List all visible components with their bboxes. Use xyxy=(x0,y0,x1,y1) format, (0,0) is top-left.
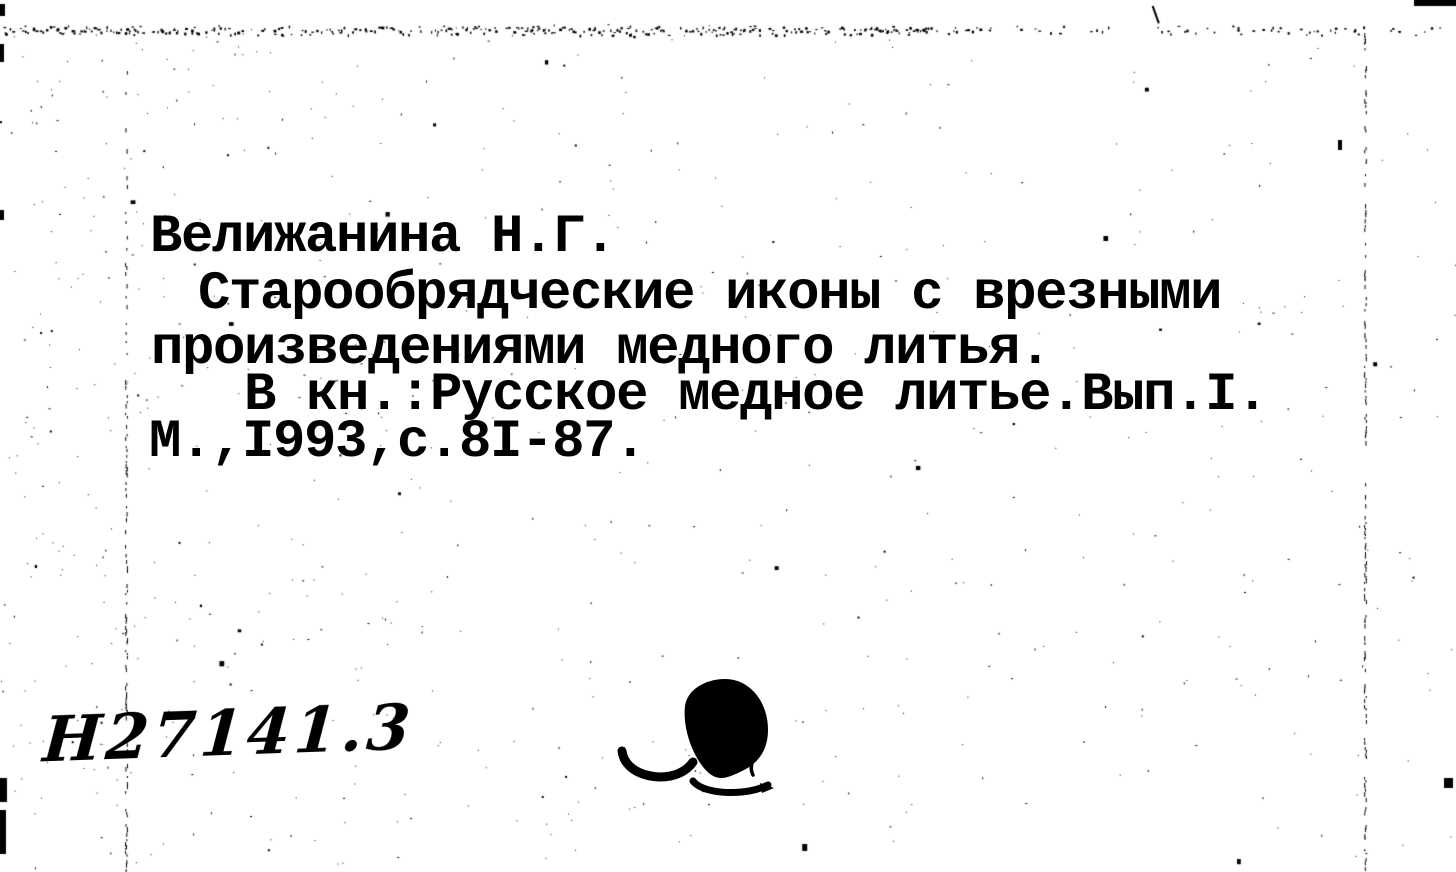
ink-stroke-right-flick xyxy=(751,757,755,775)
ink-stroke-bottom xyxy=(693,781,768,793)
typed-line-imprint: М.,I993,с.8I-87. xyxy=(149,412,646,473)
typed-line-author: Велижанина Н.Г. xyxy=(150,207,616,268)
ink-blot-icon xyxy=(600,650,800,810)
handwritten-call-number: Н27141.3 xyxy=(40,690,417,777)
typed-line-title-2: произведениями медного литья. xyxy=(151,319,1051,380)
typed-line-title-1: Старообрядческие иконы с врезными xyxy=(198,264,1222,325)
typed-line-source: В кн.:Русское медное литье.Вып.I. xyxy=(244,365,1268,426)
ink-stroke-left-crescent xyxy=(622,751,693,777)
